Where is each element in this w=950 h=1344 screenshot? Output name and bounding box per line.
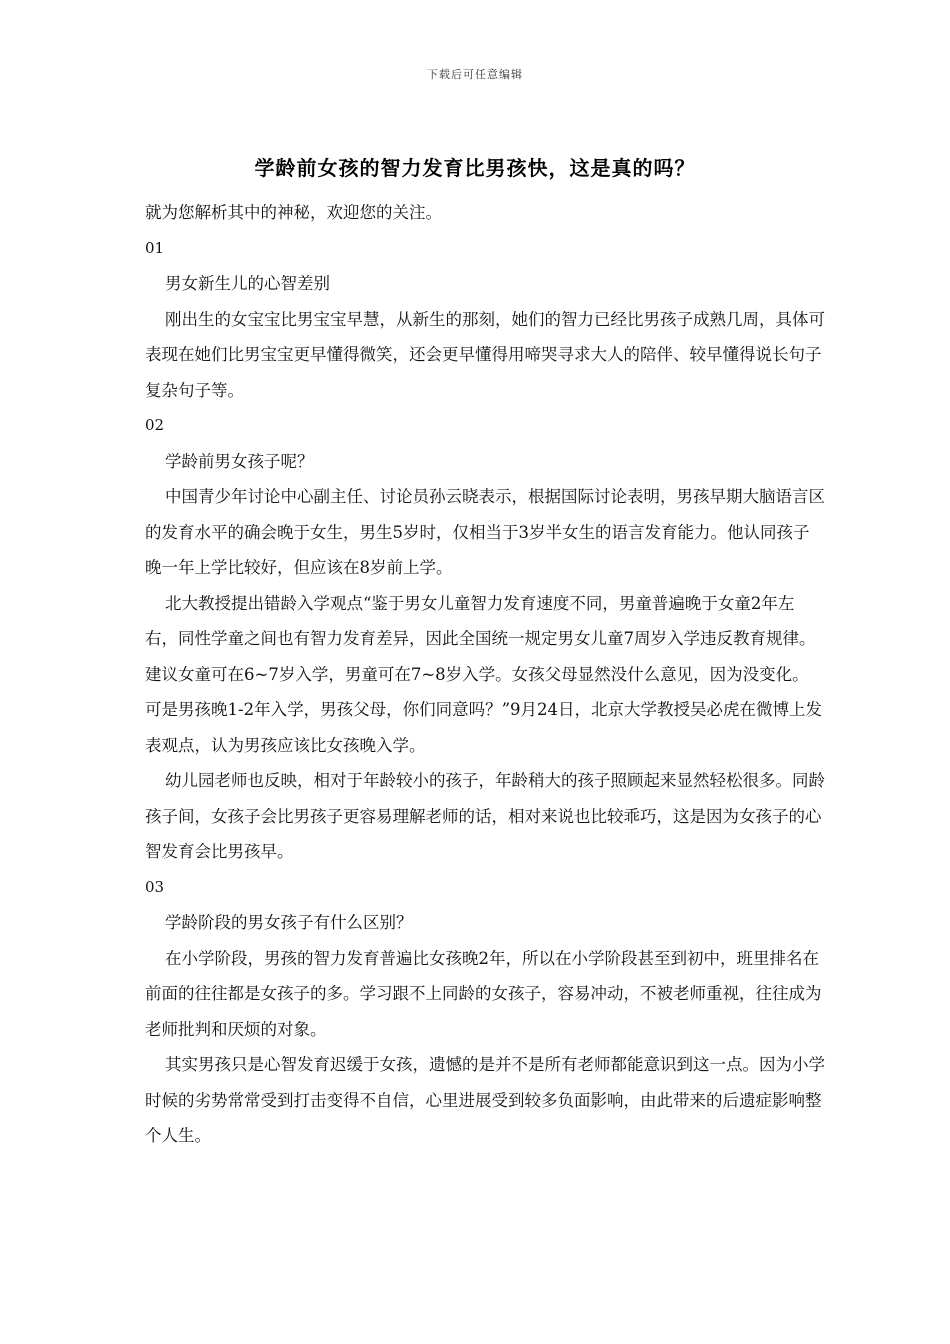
body-paragraph: 在小学阶段，男孩的智力发育普遍比女孩晚2年，所以在小学阶段甚至到初中，班里排名在前面的往往都是女孩子的多。学习跟不上同龄的女孩子，容易冲动，不被老师重视，往往成为老师批判和厌烦的对象。 bbox=[145, 948, 822, 1039]
body-paragraph: 其实男孩只是心智发育迟缓于女孩，遗憾的是并不是所有老师都能意识到这一点。因为小学时候的劣势常常受到打击变得不自信，心里进展受到较多负面影响，由此带来的后遗症影响整个人生。 bbox=[145, 1055, 825, 1145]
section-heading: 男女新生儿的心智差别 bbox=[165, 274, 330, 293]
section-heading: 学龄阶段的男女孩子有什么区别？ bbox=[165, 913, 413, 932]
section-number: 01 bbox=[145, 238, 165, 257]
document-body bbox=[145, 195, 825, 1154]
document-title: 学龄前女孩的智力发育比男孩快，这是真的吗？ bbox=[254, 156, 696, 180]
body-paragraph: 刚出生的女宝宝比男宝宝早慧，从新生的那刻，她们的智力已经比男孩子成熟几周，具体可表现在她们比男宝宝更早懂得微笑，还会更早懂得用啼哭寻求大人的陪伴、较早懂得说长句子复杂句子等。 bbox=[145, 309, 825, 400]
body-paragraph: 北大教授提出错龄入学观点“鉴于男女儿童智力发育速度不同，男童普遍晚于女童2年左右，同性学童之间也有智力发育差异，因此全国统一规定男女儿童7周岁入学违反教育规律。建议女童可在6~7岁入学，男童可在7~8岁入学。女孩父母显然没什么意见，因为没变化。可是男孩晚1-2年入学，男孩父母，你们同意吗？”9月24日，北京大学教授吴必虎在微博上发表观点，认为男孩应该比女孩晚入学。 bbox=[145, 593, 822, 755]
section-number: 03 bbox=[145, 877, 165, 896]
section-heading: 学龄前男女孩子呢？ bbox=[165, 451, 314, 471]
intro-paragraph: 就为您解析其中的神秘，欢迎您的关注。 bbox=[145, 203, 442, 222]
body-paragraph: 幼儿园老师也反映，相对于年龄较小的孩子，年龄稍大的孩子照顾起来显然轻松很多。同龄孩子间，女孩子会比男孩子更容易理解老师的话，相对来说也比较乖巧，这是因为女孩子的心智发育会比男孩早。 bbox=[145, 771, 825, 861]
section-number: 02 bbox=[145, 416, 165, 434]
body-paragraph: 中国青少年讨论中心副主任、讨论员孙云晓表示，根据国际讨论表明，男孩早期大脑语言区的发育水平的确会晚于女生，男生5岁时，仅相当于3岁半女生的语言发育能力。他认同孩子晚一年上学比较好，但应该在8岁前上学。 bbox=[145, 487, 825, 577]
header-note: 下载后可任意编辑 bbox=[427, 68, 523, 81]
